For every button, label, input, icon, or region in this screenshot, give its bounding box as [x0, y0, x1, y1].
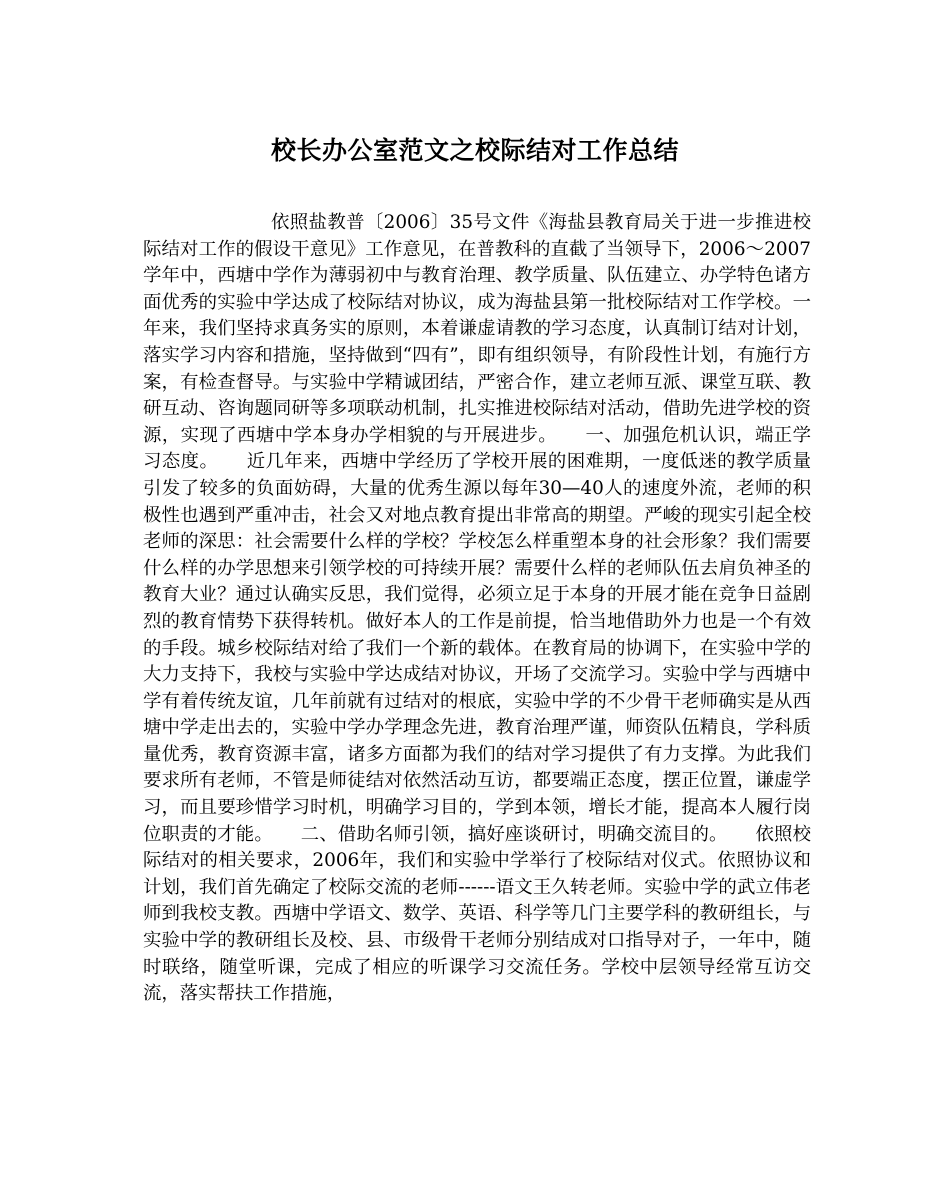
document-title: 校长办公室范文之校际结对工作总结 — [270, 136, 679, 165]
document-body-paragraph: 依照盐教普〔2006〕35号文件《海盐县教育局关于进一步推进校际结对工作的假设干意见》工作意见，在普教科的直截了当领导下，2006～2007学年中，西塘中学作为薄弱初中与教育治理、教学质量、队伍建立、办学特色诸方面优秀的实验中学达成了校际结对协议，成为海盐县第一批校际结对工作学校。一年来，我们坚持求真务实的原则，本着谦虚请教的学习态度，认真制订结对计划，落实学习内容和措施，坚持做到“四有”，即有组织领导，有阶段性计划，有施行方案，有检查督导。与实验中学精诚团结，严密合作，建立老师互派、课堂互联、教研互动、咨询题同研等多项联动机制，扎实推进校际结对活动，借助先进学校的资源，实现了西塘中学本身办学相貌的与开展进步。 一、加强危机认识，端正学习态度。 近几年来，西塘中学经历了学校开展的困难期，一度低迷的教学质量引发了较多的负面妨碍，大量的优秀生源以每年30—40人的速度外流，老师的积极性也遇到严重冲击，社会又对地点教育提出非常高的期望。严峻的现实引起全校老师的深思：社会需要什么样的学校？学校怎么样重塑本身的社会形象？我们需要什么样的办学思想来引领学校的可持续开展？需要什么样的老师队伍去肩负神圣的教育大业？通过认确实反思，我们觉得，必须立足于本身的开展才能在竞争日益剧烈的教育情势下获得转机。做好本人的工作是前提，恰当地借助外力也是一个有效的手段。城乡校际结对给了我们一个新的载体。在教育局的协调下，在实验中学的大力支持下，我校与实验中学达成结对协议，开场了交流学习。实验中学与西塘中学有着传统友谊，几年前就有过结对的根底，实验中学的不少骨干老师确实是从西塘中学走出去的，实验中学办学理念先进，教育治理严谨，师资队伍精良，学科质量优秀，教育资源丰富，诸多方面都为我们的结对学习提供了有力支撑。为此我们要求所有老师，不管是师徒结对依然活动互访，都要端正态度，摆正位置，谦虚学习，而且要珍惜学习时机，明确学习目的，学到本领，增长才能，提高本人履行岗位职责的才能。 二、借助名师引领，搞好座谈研讨，明确交流目的。 依照校际结对的相关要求，2006年，我们和实验中学举行了校际结对仪式。依照协议和计划，我们首先确定了校际交流的老师------语文王久转老师。实验中学的武立伟老师到我校支教。西塘中学语文、数学、英语、科学等几门主要学科的教研组长，与实验中学的教研组长及校、县、市级骨干老师分别结成对口指导对子，一年中，随时联络，随堂听课，完成了相应的听课学习交流任务。学校中层领导经常互访交流，落实帮扶工作措施， — [143, 212, 811, 1005]
